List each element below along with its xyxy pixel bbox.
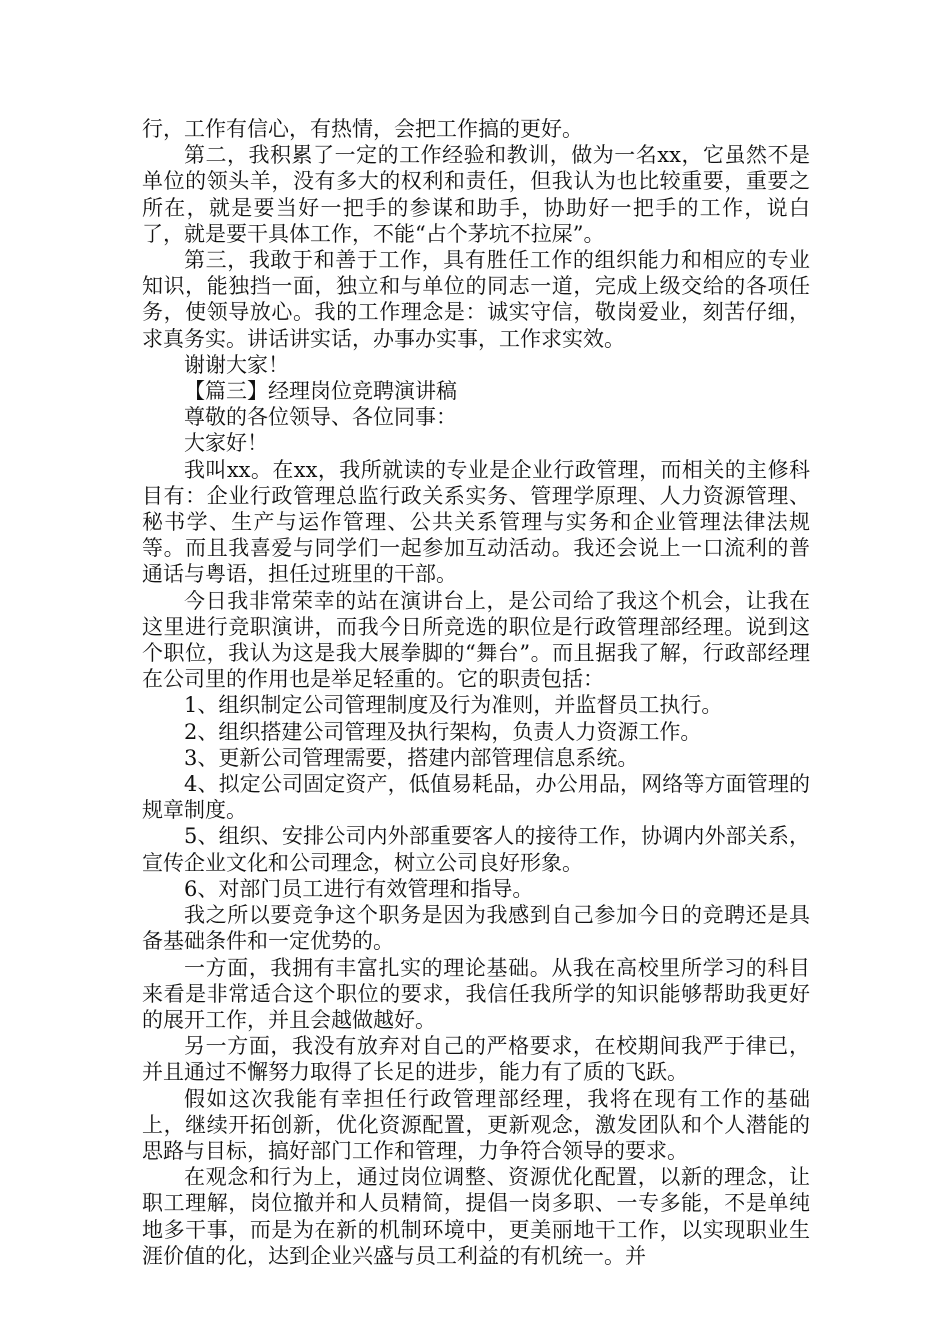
paragraph: 另一方面，我没有放弃对自己的严格要求，在校期间我严于律已，并且通过不懈努力取得了长足的进步，能力有了质的飞跃。 bbox=[142, 1034, 810, 1085]
list-item: 1、组织制定公司管理制度及行为准则，并监督员工执行。 bbox=[184, 693, 723, 718]
list-item: 5、组织、安排公司内外部重要客人的接待工作，协调内外部关系，宣传企业文化和公司理念，树立公司良好形象。 bbox=[142, 824, 810, 875]
list-item: 4、拟定公司固定资产，低值易耗品，办公用品，网络等方面管理的规章制度。 bbox=[142, 772, 810, 823]
section-heading: 【篇三】经理岗位竞聘演讲稿 bbox=[184, 379, 457, 404]
paragraph: 我叫xx。在xx，我所就读的专业是企业行政管理，而相关的主修科目有：企业行政管理总监行政关系实务、管理学原理、人力资源管理、秘书学、生产与运作管理、公共关系管理与实务和企业管理法律法规等。而且我喜爱与同学们一起参加互动活动。我还会说上一口流利的普通话与粤语，担任过班里的干部。 bbox=[142, 457, 810, 587]
list-item: 2、组织搭建公司管理及执行架构，负责人力资源工作。 bbox=[184, 719, 702, 744]
document-body bbox=[142, 116, 810, 1269]
paragraph: 第二，我积累了一定的工作经验和教训，做为一名xx，它虽然不是单位的领头羊，没有多大的权利和责任，但我认为也比较重要，重要之所在，就是要当好一把手的参谋和助手，协助好一把手的工作，说白了，就是要干具体工作，不能“占个茅坑不拉屎”。 bbox=[142, 143, 810, 246]
greeting: 大家好！ bbox=[184, 431, 268, 456]
list-item: 3、更新公司管理需要，搭建内部管理信息系统。 bbox=[184, 745, 639, 770]
paragraph: 在观念和行为上，通过岗位调整、资源优化配置，以新的理念，让职工理解，岗位撤并和人员精简，提倡一岗多职、一专多能，不是单纯地多干事，而是为在新的机制环境中，更美丽地干工作，以实现职业生涯价值的化，达到企业兴盛与员工利益的有机统一。并 bbox=[142, 1165, 810, 1268]
paragraph: 谢谢大家！ bbox=[184, 352, 289, 377]
list-item: 6、对部门员工进行有效管理和指导。 bbox=[184, 876, 534, 901]
paragraph: 行，工作有信心，有热情，会把工作搞的更好。 bbox=[142, 117, 583, 141]
paragraph: 假如这次我能有幸担任行政管理部经理，我将在现有工作的基础上，继续开拓创新，优化资源配置，更新观念，激发团队和个人潜能的思路与目标，搞好部门工作和管理，力争符合领导的要求。 bbox=[142, 1086, 810, 1163]
paragraph: 第三，我敢于和善于工作，具有胜任工作的组织能力和相应的专业知识，能独挡一面，独立和与单位的同志一道，完成上级交给的各项任务，使领导放心。我的工作理念是：诚实守信，敬岗爱业，刻苦仔细，求真务实。讲话讲实话，办事办实事，工作求实效。 bbox=[142, 248, 810, 351]
paragraph: 今日我非常荣幸的站在演讲台上，是公司给了我这个机会，让我在这里进行竞职演讲，而我今日所竞选的职位是行政管理部经理。说到这个职位，我认为这是我大展拳脚的“舞台”。而且据我了解，行政部经理在公司里的作用也是举足轻重的。它的职责包括： bbox=[142, 588, 810, 692]
paragraph: 一方面，我拥有丰富扎实的理论基础。从我在高校里所学习的科目来看是非常适合这个职位的要求，我信任我所学的知识能够帮助我更好的展开工作，并且会越做越好。 bbox=[142, 955, 810, 1032]
paragraph: 我之所以要竞争这个职务是因为我感到自己参加今日的竞聘还是具备基础条件和一定优势的。 bbox=[142, 903, 810, 954]
salutation: 尊敬的各位领导、各位同事： bbox=[184, 405, 457, 430]
